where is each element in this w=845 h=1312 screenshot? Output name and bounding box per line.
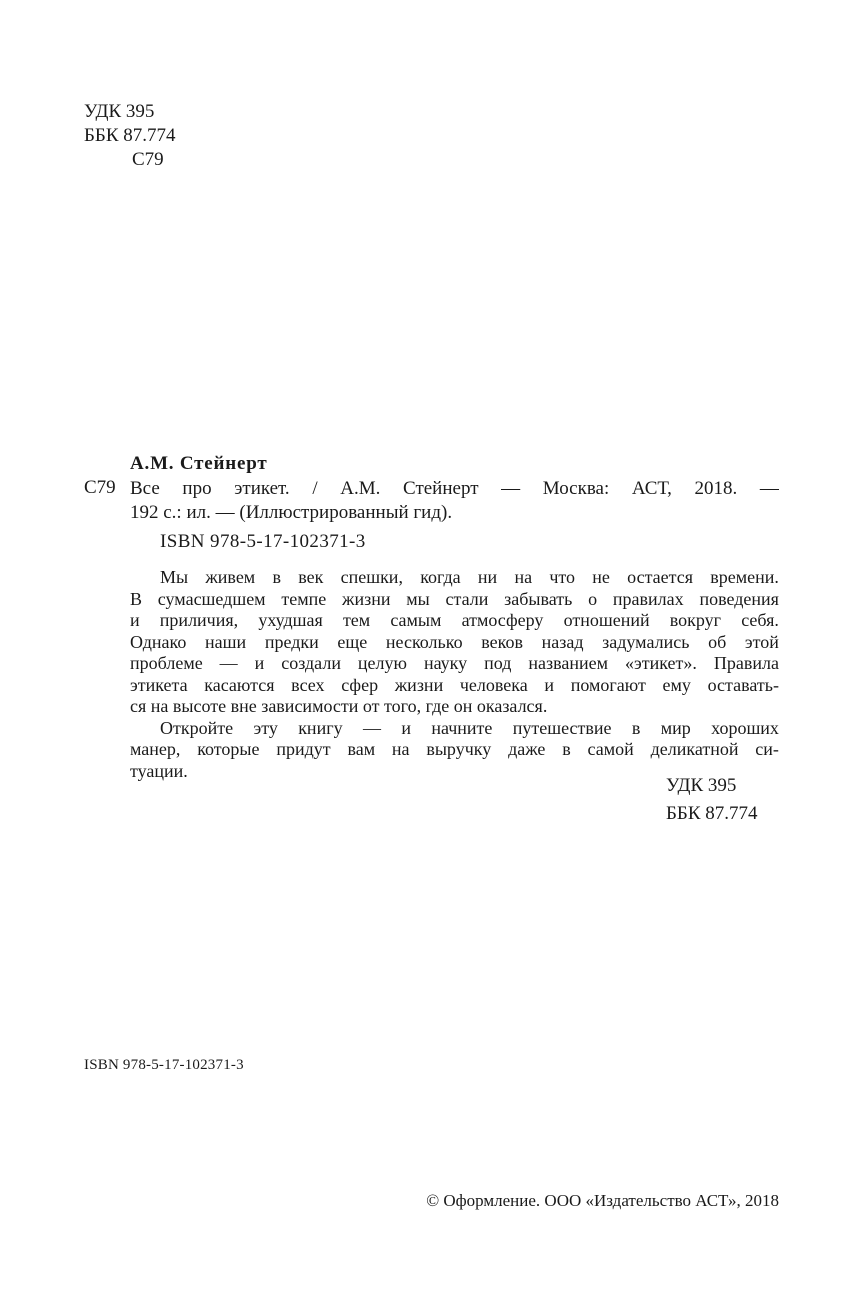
copyright-notice: © Оформление. ООО «Издательство АСТ», 2018: [426, 1191, 779, 1210]
word: мир: [660, 717, 691, 738]
word: 2018.: [694, 478, 738, 499]
word: мы: [406, 588, 430, 609]
word: —: [362, 717, 381, 738]
word: ухудшая: [258, 610, 323, 630]
word: на: [391, 739, 410, 759]
word: еще: [337, 631, 368, 652]
author-mark: С79: [132, 149, 164, 170]
word: А.М.: [340, 478, 381, 499]
word: в: [272, 567, 281, 587]
word: наши: [205, 631, 247, 652]
word: сфер: [341, 674, 379, 695]
word: поведения: [699, 588, 779, 609]
annotation-line: [130, 739, 779, 761]
word: про: [182, 478, 212, 499]
word: приличия,: [159, 610, 239, 630]
word: ни: [477, 567, 498, 587]
word: Откройте: [160, 717, 234, 738]
word: этикет.: [234, 478, 290, 499]
annotation-line: [130, 675, 779, 697]
word: эту: [253, 717, 278, 738]
annotation-line: [130, 610, 779, 632]
udk-code: УДК 395: [666, 775, 737, 796]
word: Все: [130, 478, 160, 499]
word: названием: [528, 653, 609, 673]
word: жизни: [394, 674, 444, 695]
word: АСТ,: [631, 478, 672, 499]
word: темпе: [281, 588, 327, 609]
word: Однако: [130, 631, 187, 652]
isbn-record: ISBN 978-5-17-102371-3: [160, 531, 366, 552]
word: Правила: [713, 653, 779, 673]
annotation-line: [130, 567, 779, 589]
word: путешествие: [512, 717, 612, 738]
word: предки: [264, 631, 319, 652]
word: си-: [755, 739, 779, 759]
word: жизни: [342, 588, 391, 609]
word: времени.: [710, 567, 779, 587]
word: даже: [508, 739, 546, 759]
word: об: [708, 631, 727, 652]
word: этой: [744, 631, 779, 652]
word: в: [562, 739, 571, 759]
word: атмосферу: [461, 610, 544, 630]
bbk-code: ББК 87.774: [84, 125, 176, 146]
word: туации.: [130, 760, 188, 781]
udk-code: УДК 395: [84, 101, 155, 122]
word: не: [592, 567, 610, 587]
bibliographic-description: [130, 477, 779, 525]
word: начните: [431, 717, 493, 738]
word: всех: [291, 674, 325, 695]
annotation-line: [130, 696, 779, 718]
word: себя.: [741, 610, 779, 630]
word: вам: [347, 739, 376, 759]
word: самой: [587, 739, 634, 759]
word: науку: [423, 653, 468, 673]
word: и: [401, 717, 411, 738]
author-name: А.М. Стейнерт: [130, 453, 268, 474]
word: назад: [541, 631, 584, 652]
word: вокруг: [669, 610, 722, 630]
word: Москва:: [542, 478, 610, 499]
word: что: [549, 567, 575, 587]
word: создали: [281, 653, 341, 673]
word: —: [219, 653, 238, 673]
word: —: [759, 478, 779, 499]
word: —: [501, 478, 521, 499]
annotation-line: [130, 589, 779, 611]
word: спешки,: [340, 567, 403, 587]
word: в: [631, 717, 641, 738]
word: правилах: [612, 588, 684, 609]
annotation: [130, 567, 779, 782]
word: забывать: [504, 588, 573, 609]
word: ся на высоте вне зависимости от того, где он оказался.: [130, 696, 548, 716]
word: и: [254, 653, 265, 673]
word: на: [514, 567, 533, 587]
annotation-line: [130, 653, 779, 675]
word: придут: [276, 739, 331, 759]
word: стали: [445, 588, 489, 609]
word: сумасшедшем: [157, 588, 266, 609]
word: выручку: [426, 739, 492, 759]
word: под: [484, 653, 512, 673]
word: целую: [357, 653, 407, 673]
bibliographic-line-1: [130, 477, 779, 501]
annotation-line: [130, 718, 779, 740]
word: и: [544, 674, 555, 695]
word: отношений: [563, 610, 650, 630]
word: самым: [390, 610, 442, 630]
word: оставать-: [707, 674, 779, 695]
bibliographic-line-2: 192 с.: ил. — (Иллюстрированный гид).: [130, 502, 453, 523]
author-mark-record: С79: [84, 477, 116, 498]
word: хороших: [711, 717, 779, 738]
classification-codes-top: [84, 100, 176, 172]
word: человека: [459, 674, 528, 695]
word: «этикет».: [624, 653, 697, 673]
word: век: [298, 567, 324, 587]
word: несколько: [385, 631, 463, 652]
word: манер,: [130, 739, 181, 759]
annotation-line: [130, 632, 779, 654]
word: тем: [342, 610, 371, 630]
word: Стейнерт: [403, 478, 479, 499]
word: и: [130, 610, 140, 630]
word: этикета: [130, 674, 188, 695]
word: касаются: [204, 674, 275, 695]
word: когда: [420, 567, 461, 587]
word: живем: [205, 567, 256, 587]
word: деликатной: [650, 739, 739, 759]
word: /: [312, 478, 318, 499]
word: о: [588, 588, 598, 609]
isbn-bottom: ISBN 978-5-17-102371-3: [84, 1057, 244, 1073]
word: задумались: [602, 631, 690, 652]
word: помогают: [570, 674, 646, 695]
word: которые: [197, 739, 260, 759]
word: веков: [481, 631, 523, 652]
bbk-code: ББК 87.774: [666, 803, 758, 824]
word: В: [130, 588, 143, 609]
word: Мы: [160, 567, 189, 587]
word: остается: [627, 567, 693, 587]
classification-codes-bottom: [666, 772, 758, 828]
word: книгу: [298, 717, 343, 738]
word: проблеме: [130, 653, 203, 673]
word: ему: [662, 674, 691, 695]
